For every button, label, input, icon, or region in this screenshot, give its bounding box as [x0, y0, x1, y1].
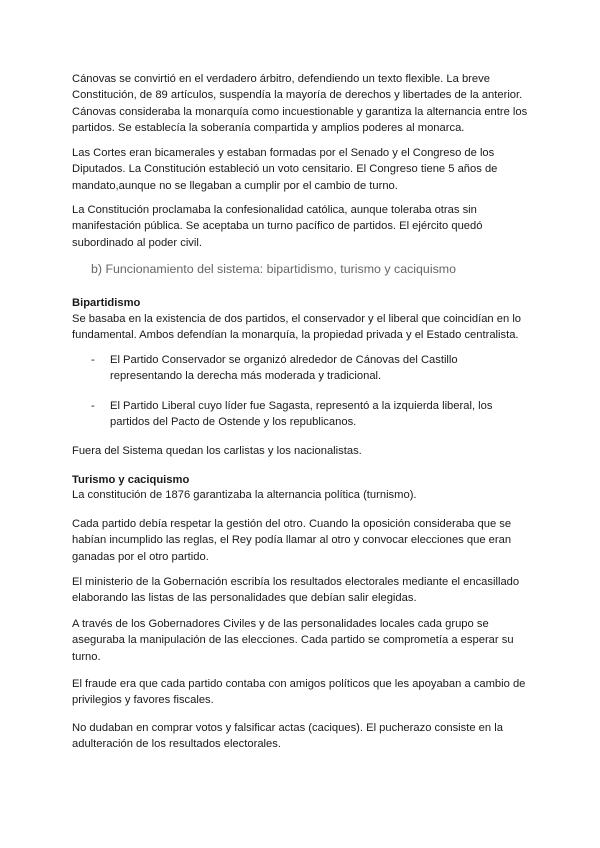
text-line: adulteración de los resultados electorales. [72, 738, 281, 751]
paragraph-cortes [72, 145, 532, 194]
bullet-partido-conservador [110, 352, 458, 385]
bullet-marker: - [91, 354, 95, 366]
paragraph-gobernacion [72, 574, 532, 607]
text-line: Cánovas se convirtió en el verdadero árbitro, defendiendo un texto flexible. La breve [72, 73, 490, 85]
text-line: El Partido Conservador se organizó alrededor de Cánovas del Castillo [110, 354, 458, 366]
text-line: El fraude era que cada partido contaba con amigos políticos que les apoyaban a cambio de [72, 678, 526, 690]
text-line: aseguraba la manipulación de las elecciones. Cada partido se comprometía a esperar su [72, 634, 514, 647]
text-line: fundamental. Ambos defendían la monarquía, la propiedad privada y el Estado centralista. [72, 329, 519, 342]
bullet-partido-liberal [110, 398, 492, 431]
text-line: El Partido Liberal cuyo líder fue Sagasta, representó a la izquierda liberal, los [110, 400, 493, 412]
text-line: Fuera del Sistema quedan los carlistas y los nacionalistas. [72, 445, 362, 457]
paragraph-gestion [72, 516, 532, 565]
paragraph-constitucion-1876 [72, 487, 532, 503]
text-line: partidos. Se establecía la soberanía compartida y amplios poderes al monarca. [72, 122, 465, 135]
section-heading-b: b) Funcionamiento del sistema: bipartidismo, turismo y caciquismo [91, 262, 456, 276]
text-line: turno. [72, 650, 101, 663]
text-line: manifestación pública. Se aceptaba un turno pacífico de partidos. El ejército quedó [72, 220, 483, 233]
text-line: Diputados. La Constitución estableció un voto censitario. El Congreso tiene 5 años de [72, 163, 498, 176]
text-line: Se basaba en la existencia de dos partidos, el conservador y el liberal que coincidían en lo [72, 313, 522, 325]
text-line: La Constitución proclamaba la confesionalidad católica, aunque toleraba otras sin [72, 204, 477, 216]
text-line: Constitución, de 89 artículos, suspendía la mayoría de derechos y libertades de la anterior. [72, 89, 523, 102]
text-line: partidos del Pacto de Ostende y los republicanos. [110, 416, 357, 429]
text-line: El ministerio de la Gobernación escribía los resultados electorales mediante el encasillado [72, 576, 520, 588]
paragraph-canovas [72, 71, 532, 137]
paragraph-pucherazo [72, 720, 532, 753]
text-line: mandato,aunque no se llegaban a cumplir por el cambio de turno. [72, 179, 398, 192]
heading-turismo-caciquismo: Turismo y caciquismo [72, 474, 190, 486]
text-line: privilegios y favores fiscales. [72, 694, 214, 707]
text-line: La constitución de 1876 garantizaba la alternancia política (turnismo). [72, 489, 417, 501]
heading-bipartidismo: Bipartidismo [72, 297, 141, 309]
bullet-marker: - [91, 400, 95, 412]
text-line: subordinado al poder civil. [72, 236, 202, 249]
text-line: habían incumplido las reglas, el Rey podía llamar al otro y convocar elecciones que eran [72, 534, 512, 547]
paragraph-bipartidismo [72, 311, 532, 344]
text-line: A través de los Gobernadores Civiles y de las personalidades locales cada grupo se [72, 618, 489, 630]
paragraph-fuera-sistema [72, 443, 532, 459]
paragraph-confesionalidad [72, 202, 532, 251]
text-line: Cánovas consideraba la monarquía como incuestionable y garantiza la alternancia entre los [72, 105, 528, 118]
text-line: Cada partido debía respetar la gestión del otro. Cuando la oposición consideraba que se [72, 518, 512, 530]
paragraph-fraude [72, 676, 532, 709]
text-line: elaborando las listas de las personalidades que debían salir elegidas. [72, 592, 417, 605]
paragraph-gobernadores [72, 616, 532, 665]
text-line: representando la derecha más moderada y tradicional. [110, 370, 382, 383]
text-line: Las Cortes eran bicamerales y estaban formadas por el Senado y el Congreso de los [72, 147, 495, 159]
text-line: ganadas por el otro partido. [72, 550, 209, 563]
text-line: No dudaban en comprar votos y falsificar actas (caciques). El pucherazo consiste en la [72, 722, 503, 734]
